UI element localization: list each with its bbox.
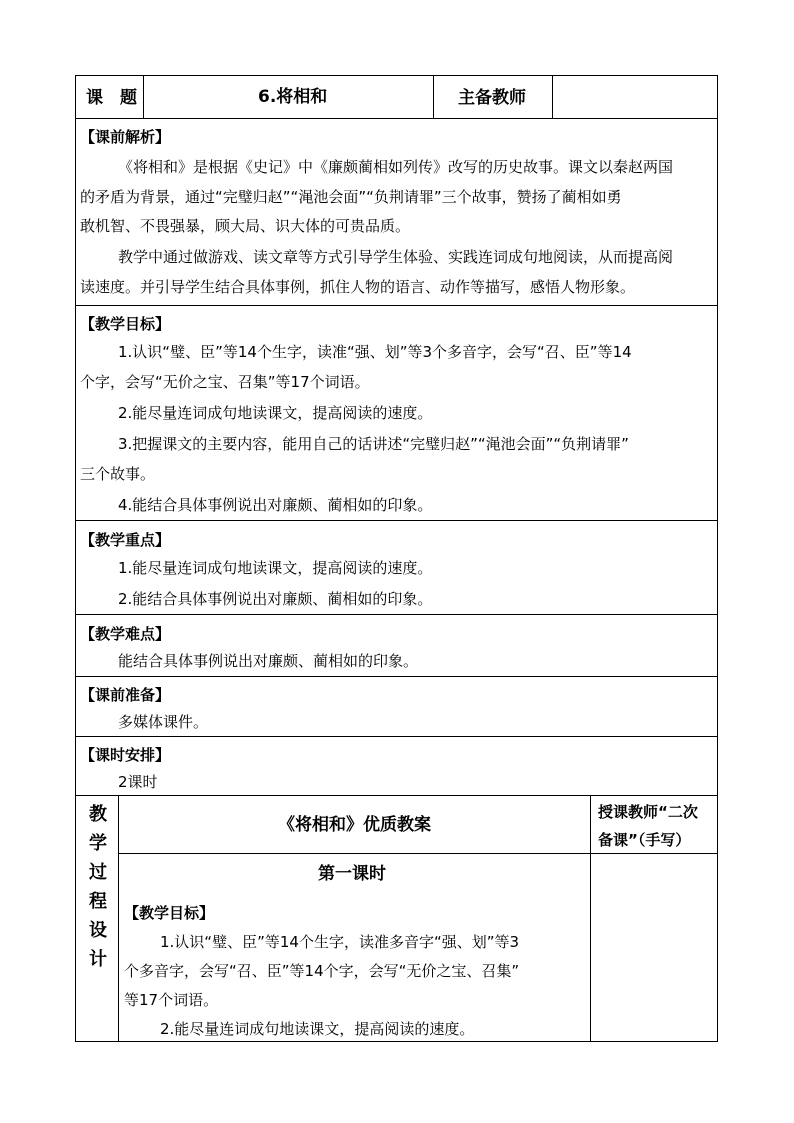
col-divider bbox=[590, 795, 591, 1042]
session-goal-line: 个多音字，会写“召、臣”等14个字，会写“无价之宝、召集” bbox=[124, 962, 520, 980]
plan-title: 《将相和》优质教案 bbox=[278, 815, 431, 835]
session-goals-heading: 【教学目标】 bbox=[124, 904, 215, 922]
teacher-note: 授课教师“二次 bbox=[598, 803, 698, 821]
analysis-line: 敢机智、不畏强暴，顾大局、识大体的可贵品质。 bbox=[80, 217, 411, 235]
side-char: 学 bbox=[89, 833, 107, 854]
goal-line: 4.能结合具体事例说出对廉颇、蔺相如的印象。 bbox=[118, 496, 433, 514]
lesson-session-title: 第一课时 bbox=[318, 864, 386, 884]
difficulty-line: 能结合具体事例说出对廉颇、蔺相如的印象。 bbox=[118, 652, 419, 670]
row-divider bbox=[118, 853, 718, 854]
analysis-line: 《将相和》是根据《史记》中《廉颇蔺相如列传》改写的历史故事。课文以秦赵两国 bbox=[118, 158, 674, 176]
goal-line: 三个故事。 bbox=[80, 465, 156, 483]
table-border-left bbox=[75, 75, 76, 1042]
row-divider bbox=[75, 118, 718, 119]
table-border-bottom bbox=[75, 1041, 718, 1042]
key-point-line: 2.能结合具体事例说出对廉颇、蔺相如的印象。 bbox=[118, 590, 433, 608]
process-side-label bbox=[78, 800, 118, 974]
col-divider bbox=[433, 75, 434, 119]
col-divider bbox=[552, 75, 553, 119]
row-divider bbox=[75, 520, 718, 521]
key-points-heading: 【教学重点】 bbox=[80, 531, 171, 549]
analysis-line: 教学中通过做游戏、读文章等方式引导学生体验、实践连词成句地阅读，从而提高阅 bbox=[118, 248, 674, 266]
col-divider bbox=[143, 75, 144, 119]
side-char: 设 bbox=[89, 920, 107, 941]
side-char: 计 bbox=[89, 949, 107, 970]
key-point-line: 1.能尽量连词成句地读课文，提高阅读的速度。 bbox=[118, 559, 433, 577]
preparation-heading: 【课前准备】 bbox=[80, 686, 171, 704]
goal-line: 个字，会写“无价之宝、召集”等17个词语。 bbox=[80, 373, 370, 391]
goal-line: 3.把握课文的主要内容，能用自己的话讲述“完璧归赵”“渑池会面”“负荆请罪” bbox=[118, 435, 629, 453]
analysis-heading: 【课前解析】 bbox=[80, 128, 171, 146]
col-divider bbox=[118, 795, 119, 1042]
side-char: 教 bbox=[89, 804, 107, 825]
session-goal-line: 等17个词语。 bbox=[124, 991, 219, 1009]
preparation-line: 多媒体课件。 bbox=[118, 713, 209, 731]
side-char: 程 bbox=[89, 891, 107, 912]
topic-label: 课 题 bbox=[86, 88, 137, 108]
goal-line: 2.能尽量连词成句地读课文，提高阅读的速度。 bbox=[118, 404, 433, 422]
row-divider bbox=[75, 614, 718, 615]
table-border-right bbox=[717, 75, 718, 1042]
difficulties-heading: 【教学难点】 bbox=[80, 625, 171, 643]
schedule-heading: 【课时安排】 bbox=[80, 746, 171, 764]
row-divider bbox=[75, 676, 718, 677]
row-divider bbox=[75, 305, 718, 306]
side-char: 过 bbox=[89, 862, 107, 883]
goal-line: 1.认识“璧、臣”等14个生字，读准“强、划”等3个多音字，会写“召、臣”等14 bbox=[118, 343, 632, 361]
row-divider bbox=[75, 795, 718, 796]
teacher-note: 备课”（手写） bbox=[598, 831, 691, 849]
lesson-title: 6.将相和 bbox=[258, 87, 328, 107]
row-divider bbox=[75, 736, 718, 737]
analysis-line: 读速度。并引导学生结合具体事例，抓住人物的语言、动作等描写，感悟人物形象。 bbox=[80, 278, 636, 296]
teacher-label: 主备教师 bbox=[458, 88, 526, 108]
schedule-line: 2课时 bbox=[118, 773, 158, 791]
goals-heading: 【教学目标】 bbox=[80, 315, 171, 333]
session-goal-line: 1.认识“璧、臣”等14个生字，读准多音字“强、划”等3 bbox=[160, 933, 520, 951]
analysis-line: 的矛盾为背景，通过“完璧归赵”“渑池会面”“负荆请罪”三个故事，赞扬了蔺相如勇 bbox=[80, 188, 622, 206]
session-goal-line: 2.能尽量连词成句地读课文，提高阅读的速度。 bbox=[160, 1020, 475, 1038]
table-border-top bbox=[75, 75, 718, 76]
